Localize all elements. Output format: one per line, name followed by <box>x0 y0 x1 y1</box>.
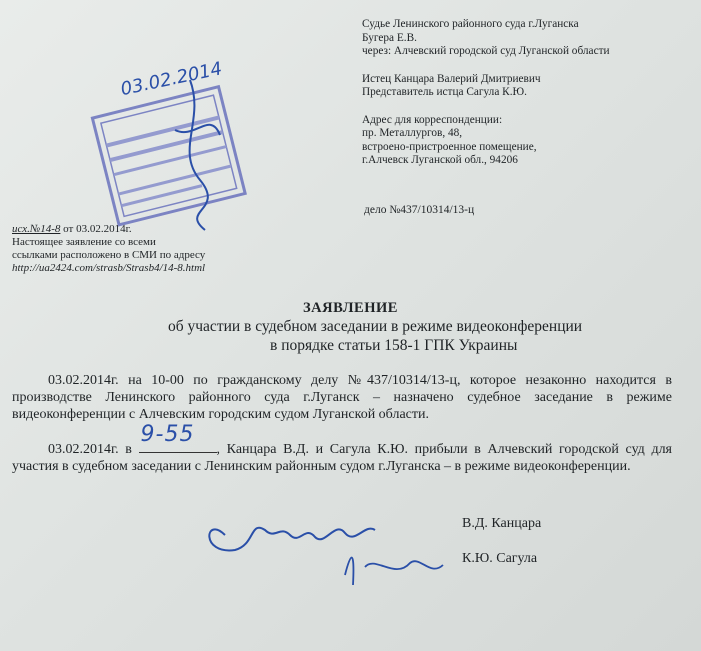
document-subtitle: об участии в судебном заседании в режиме видеоконференции <box>168 318 583 335</box>
outgoing-ref: исх.№14-8 <box>12 223 61 235</box>
body-paragraph: 03.02.2014г. на 10-00 по гражданскому делу №437/10314/13-ц, которое незаконно находится в производстве Ленинского районного суда г.Луганск – назначено судебное заседание в режиме видеоконференции с Алчевским городским судом Луганской области. <box>12 373 672 422</box>
para-text: 03.02.2014г. в <box>48 442 139 457</box>
document-subtitle: в порядке статьи 158-1 ГПК Украины <box>270 337 518 354</box>
recipient-line: Судье Ленинского районного суда г.Луганска <box>362 18 579 30</box>
time-field <box>139 422 217 453</box>
address-line: пр. Металлургов, 48, <box>362 127 463 139</box>
signatory-name: В.Д. Канцара <box>462 516 542 531</box>
address-line: г.Алчевск Луганской обл., 94206 <box>362 154 518 166</box>
address-line: встроено-пристроенное помещение, <box>362 140 537 153</box>
case-number: дело №437/10314/13-ц <box>364 204 475 216</box>
para-text: , Канцара В.Д. и Сагула К.Ю. прибыли в Алчевский городской суд для участия в судебном заседании с Ленинским районным судом г.Луганска – в режиме видеоконференции. <box>12 442 672 474</box>
handwritten-time: 9-55 <box>140 422 195 447</box>
stamp-date: 03.02.2014 <box>118 58 224 101</box>
signatures-drawing <box>195 495 465 595</box>
recipient-line: Бугера Е.В. <box>362 31 417 44</box>
signatory-name: К.Ю. Сагула <box>462 551 538 566</box>
outgoing-note <box>12 223 312 275</box>
note-url: http://ua2424.com/strasb/Strasb4/14-8.html <box>12 262 206 274</box>
body-paragraph <box>12 422 672 475</box>
address-line: Адрес для корреспонденции: <box>362 113 503 126</box>
outgoing-date: от 03.02.2014г. <box>60 223 132 235</box>
registration-stamp <box>80 40 260 240</box>
plaintiff-line: Истец Канцара Валерий Дмитриевич <box>362 72 541 85</box>
note-line: ссылками расположено в СМИ по адресу <box>12 249 206 261</box>
document-title: ЗАЯВЛЕНИЕ <box>303 300 398 316</box>
recipient-block <box>362 18 692 168</box>
note-line: Настоящее заявление со всеми <box>12 236 156 248</box>
recipient-line: через: Алчевский городской суд Луганской области <box>362 45 610 57</box>
plaintiff-line: Представитель истца Сагула К.Ю. <box>362 86 527 98</box>
